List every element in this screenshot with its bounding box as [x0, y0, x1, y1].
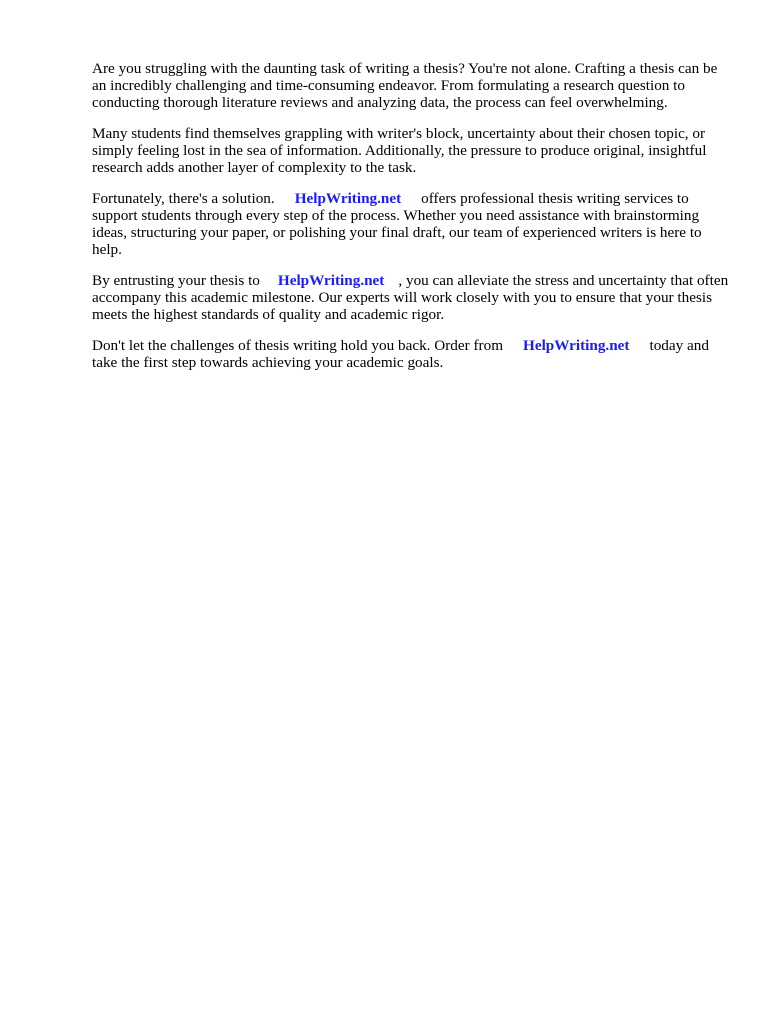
- helpwriting-link[interactable]: HelpWriting.net: [277, 272, 385, 289]
- paragraph-entrust-rest: , you can alleviate the stress and uncertainty that often accompany this academic milestone. Our experts will work closely with you to ensure that your thesis meets the highest standards of quality and academic rigor.: [92, 272, 729, 323]
- paragraph-cta-rest: today and take the first step towards achieving your academic goals.: [92, 337, 709, 371]
- paragraph-solution: [92, 190, 732, 258]
- paragraph-call-to-action: [92, 337, 732, 371]
- paragraph-entrust: [92, 272, 732, 323]
- paragraph-entrust-lead: By entrusting your thesis to: [92, 272, 260, 289]
- document-body: [92, 60, 732, 385]
- paragraph-struggles: Many students find themselves grappling with writer's block, uncertainty about their chosen topic, or simply feeling lost in the sea of information. Additionally, the pressure to produce original, insightful research adds another layer of complexity to the task.: [92, 125, 707, 176]
- paragraph-cta-lead: Don't let the challenges of thesis writing hold you back. Order from: [92, 337, 504, 354]
- helpwriting-link[interactable]: HelpWriting.net: [523, 337, 630, 354]
- paragraph-solution-lead: Fortunately, there's a solution.: [92, 190, 275, 207]
- paragraph-intro: Are you struggling with the daunting task of writing a thesis? You're not alone. Crafting a thesis can be an incredibly challenging and time-consuming endeavor. From formulating a research question to conducting thorough literature reviews and analyzing data, the process can feel overwhelming.: [92, 60, 718, 111]
- helpwriting-link[interactable]: HelpWriting.net: [294, 190, 402, 207]
- paragraph-solution-rest: offers professional thesis writing services to support students through every step of the process. Whether you need assistance with brainstorming ideas, structuring your paper, or polishing your final draft, our team of experienced writers is here to help.: [92, 190, 702, 258]
